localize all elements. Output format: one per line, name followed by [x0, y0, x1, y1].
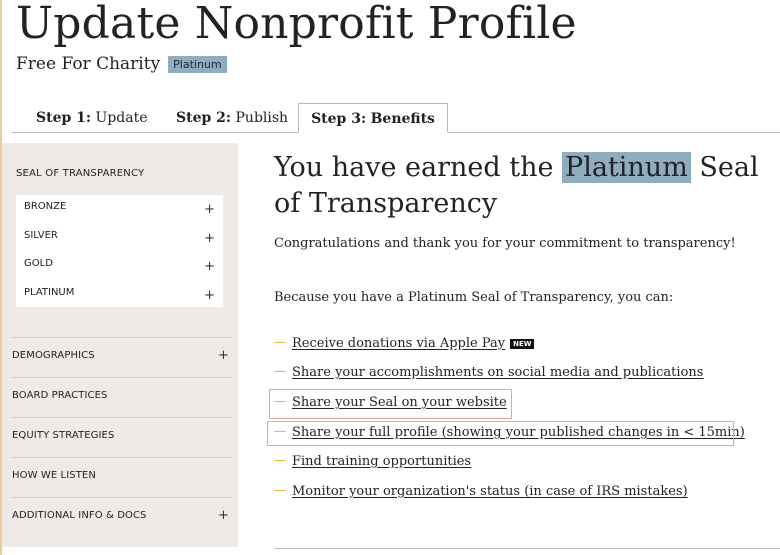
benefit-item — [274, 451, 471, 473]
seal-heading: SEAL OF TRANSPARENCY — [16, 168, 145, 179]
tab-publish[interactable] — [176, 103, 288, 133]
tab-update[interactable] — [36, 103, 148, 133]
seal-item-bronze[interactable] — [16, 195, 223, 224]
plus-icon[interactable]: + — [204, 287, 215, 303]
tab-benefits-label: Benefits — [370, 111, 435, 127]
sidebar-section-label: ADDITIONAL INFO & DOCS — [12, 510, 147, 521]
benefit-link-seal-website[interactable]: Share your Seal on your website — [292, 395, 507, 410]
new-badge: NEW — [510, 339, 534, 349]
sidebar-section-board-practices[interactable] — [10, 377, 232, 417]
seal-item-label: GOLD — [24, 258, 53, 269]
sidebar-section-equity-strategies[interactable] — [10, 417, 232, 457]
sidebar-section-how-we-listen[interactable] — [10, 457, 232, 497]
dash-icon — [274, 371, 286, 373]
dash-icon — [274, 431, 286, 433]
congrats-text: Congratulations and thank you for your commitment to transparency! — [274, 236, 736, 251]
dash-icon — [274, 490, 286, 492]
sidebar-section-additional-info[interactable] — [10, 497, 232, 537]
dash-icon — [274, 342, 286, 344]
seal-item-silver[interactable] — [16, 224, 223, 253]
headline-text: Seal of Transparency — [274, 152, 759, 219]
sidebar — [2, 143, 238, 547]
dash-icon — [274, 460, 286, 462]
org-row — [16, 54, 227, 74]
benefit-item — [274, 362, 703, 384]
page-title: Update Nonprofit Profile — [16, 0, 577, 49]
benefit-item — [274, 422, 745, 444]
plus-icon[interactable]: + — [204, 259, 215, 274]
plus-icon[interactable]: + — [204, 202, 215, 217]
benefit-link-monitor-status[interactable]: Monitor your organization's status (in case of IRS mistakes) — [292, 484, 688, 499]
headline-tier-highlight: Platinum — [562, 152, 691, 183]
sidebar-section-label: HOW WE LISTEN — [12, 470, 96, 481]
plus-icon[interactable]: + — [218, 508, 229, 523]
benefit-item — [274, 392, 507, 414]
seal-levels-list — [16, 195, 223, 307]
tab-benefits[interactable] — [298, 103, 448, 133]
benefits-content — [274, 150, 780, 499]
seal-item-platinum[interactable] — [16, 281, 223, 310]
dash-icon — [274, 401, 286, 403]
seal-item-label: BRONZE — [24, 201, 67, 212]
plus-icon[interactable]: + — [204, 230, 215, 246]
benefit-link-apple-pay[interactable]: Receive donations via Apple Pay — [292, 336, 506, 351]
seal-item-label: PLATINUM — [24, 286, 75, 298]
sidebar-section-label: EQUITY STRATEGIES — [12, 430, 115, 441]
tab-publish-label: Publish — [235, 110, 289, 126]
benefit-link-training[interactable]: Find training opportunities — [292, 454, 472, 469]
seal-item-gold[interactable] — [16, 252, 223, 281]
step-tabs — [12, 103, 780, 133]
tab-benefits-step: Step 3: — [311, 111, 367, 127]
because-text: Because you have a Platinum Seal of Transparency, you can: — [274, 290, 674, 305]
tab-publish-step: Step 2: — [176, 110, 232, 126]
seal-item-label: SILVER — [24, 229, 58, 241]
benefits-headline — [274, 150, 780, 222]
tab-update-step: Step 1: — [36, 110, 92, 126]
org-name: Free For Charity — [16, 54, 161, 74]
plus-icon[interactable]: + — [218, 348, 229, 363]
benefit-item — [274, 333, 534, 355]
tab-update-label: Update — [95, 110, 148, 126]
sidebar-section-label: BOARD PRACTICES — [12, 390, 108, 401]
benefit-link-full-profile[interactable]: Share your full profile (showing your published changes in < 15min) — [292, 425, 745, 440]
headline-text: You have earned the — [274, 152, 563, 183]
bottom-divider — [274, 548, 780, 549]
sidebar-section-label: DEMOGRAPHICS — [12, 350, 95, 361]
tier-badge: Platinum — [168, 56, 226, 73]
benefit-link-social-media[interactable]: Share your accomplishments on social media and publications — [292, 365, 704, 380]
sidebar-section-demographics[interactable] — [10, 337, 232, 377]
benefit-item — [274, 481, 688, 503]
